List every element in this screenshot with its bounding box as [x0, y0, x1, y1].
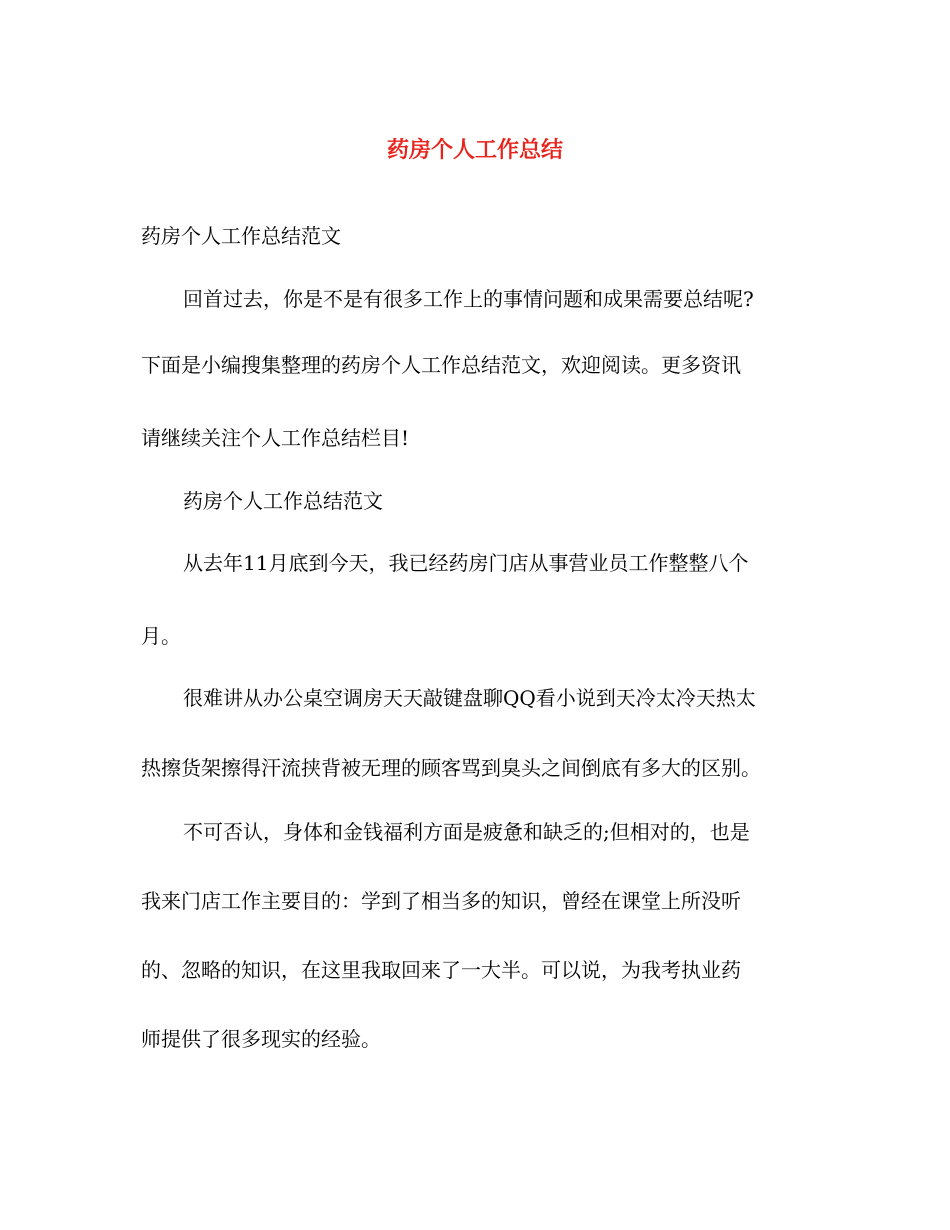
- paragraph-line: 不可否认，身体和金钱福利方面是疲惫和缺乏的;但相对的，也是: [183, 820, 750, 844]
- paragraph-line: 我来门店工作主要目的：学到了相当多的知识，曾经在课堂上所没听: [141, 889, 741, 913]
- section-heading-line: 药房个人工作总结范文: [183, 489, 383, 513]
- paragraph-line: 从去年11月底到今天，我已经药房门店从事营业员工作整整八个: [183, 551, 749, 575]
- paragraph-line: 师提供了很多现实的经验。: [141, 1027, 381, 1051]
- paragraph-line: 的、忽略的知识，在这里我取回来了一大半。可以说，为我考执业药: [141, 958, 741, 982]
- paragraph-line: 热擦货架擦得汗流挟背被无理的顾客骂到臭头之间倒底有多大的区别。: [141, 756, 761, 780]
- paragraph-line: 请继续关注个人工作总结栏目!: [141, 426, 410, 450]
- paragraph-line: 很难讲从办公桌空调房天天敲键盘聊QQ看小说到天冷太冷天热太: [183, 686, 756, 710]
- paragraph-line: 回首过去，你是不是有很多工作上的事情问题和成果需要总结呢?: [183, 287, 754, 311]
- document-title: 药房个人工作总结: [386, 137, 563, 163]
- subtitle-line: 药房个人工作总结范文: [141, 224, 341, 248]
- paragraph-line: 月。: [141, 624, 181, 648]
- paragraph-line: 下面是小编搜集整理的药房个人工作总结范文，欢迎阅读。更多资讯: [141, 353, 741, 377]
